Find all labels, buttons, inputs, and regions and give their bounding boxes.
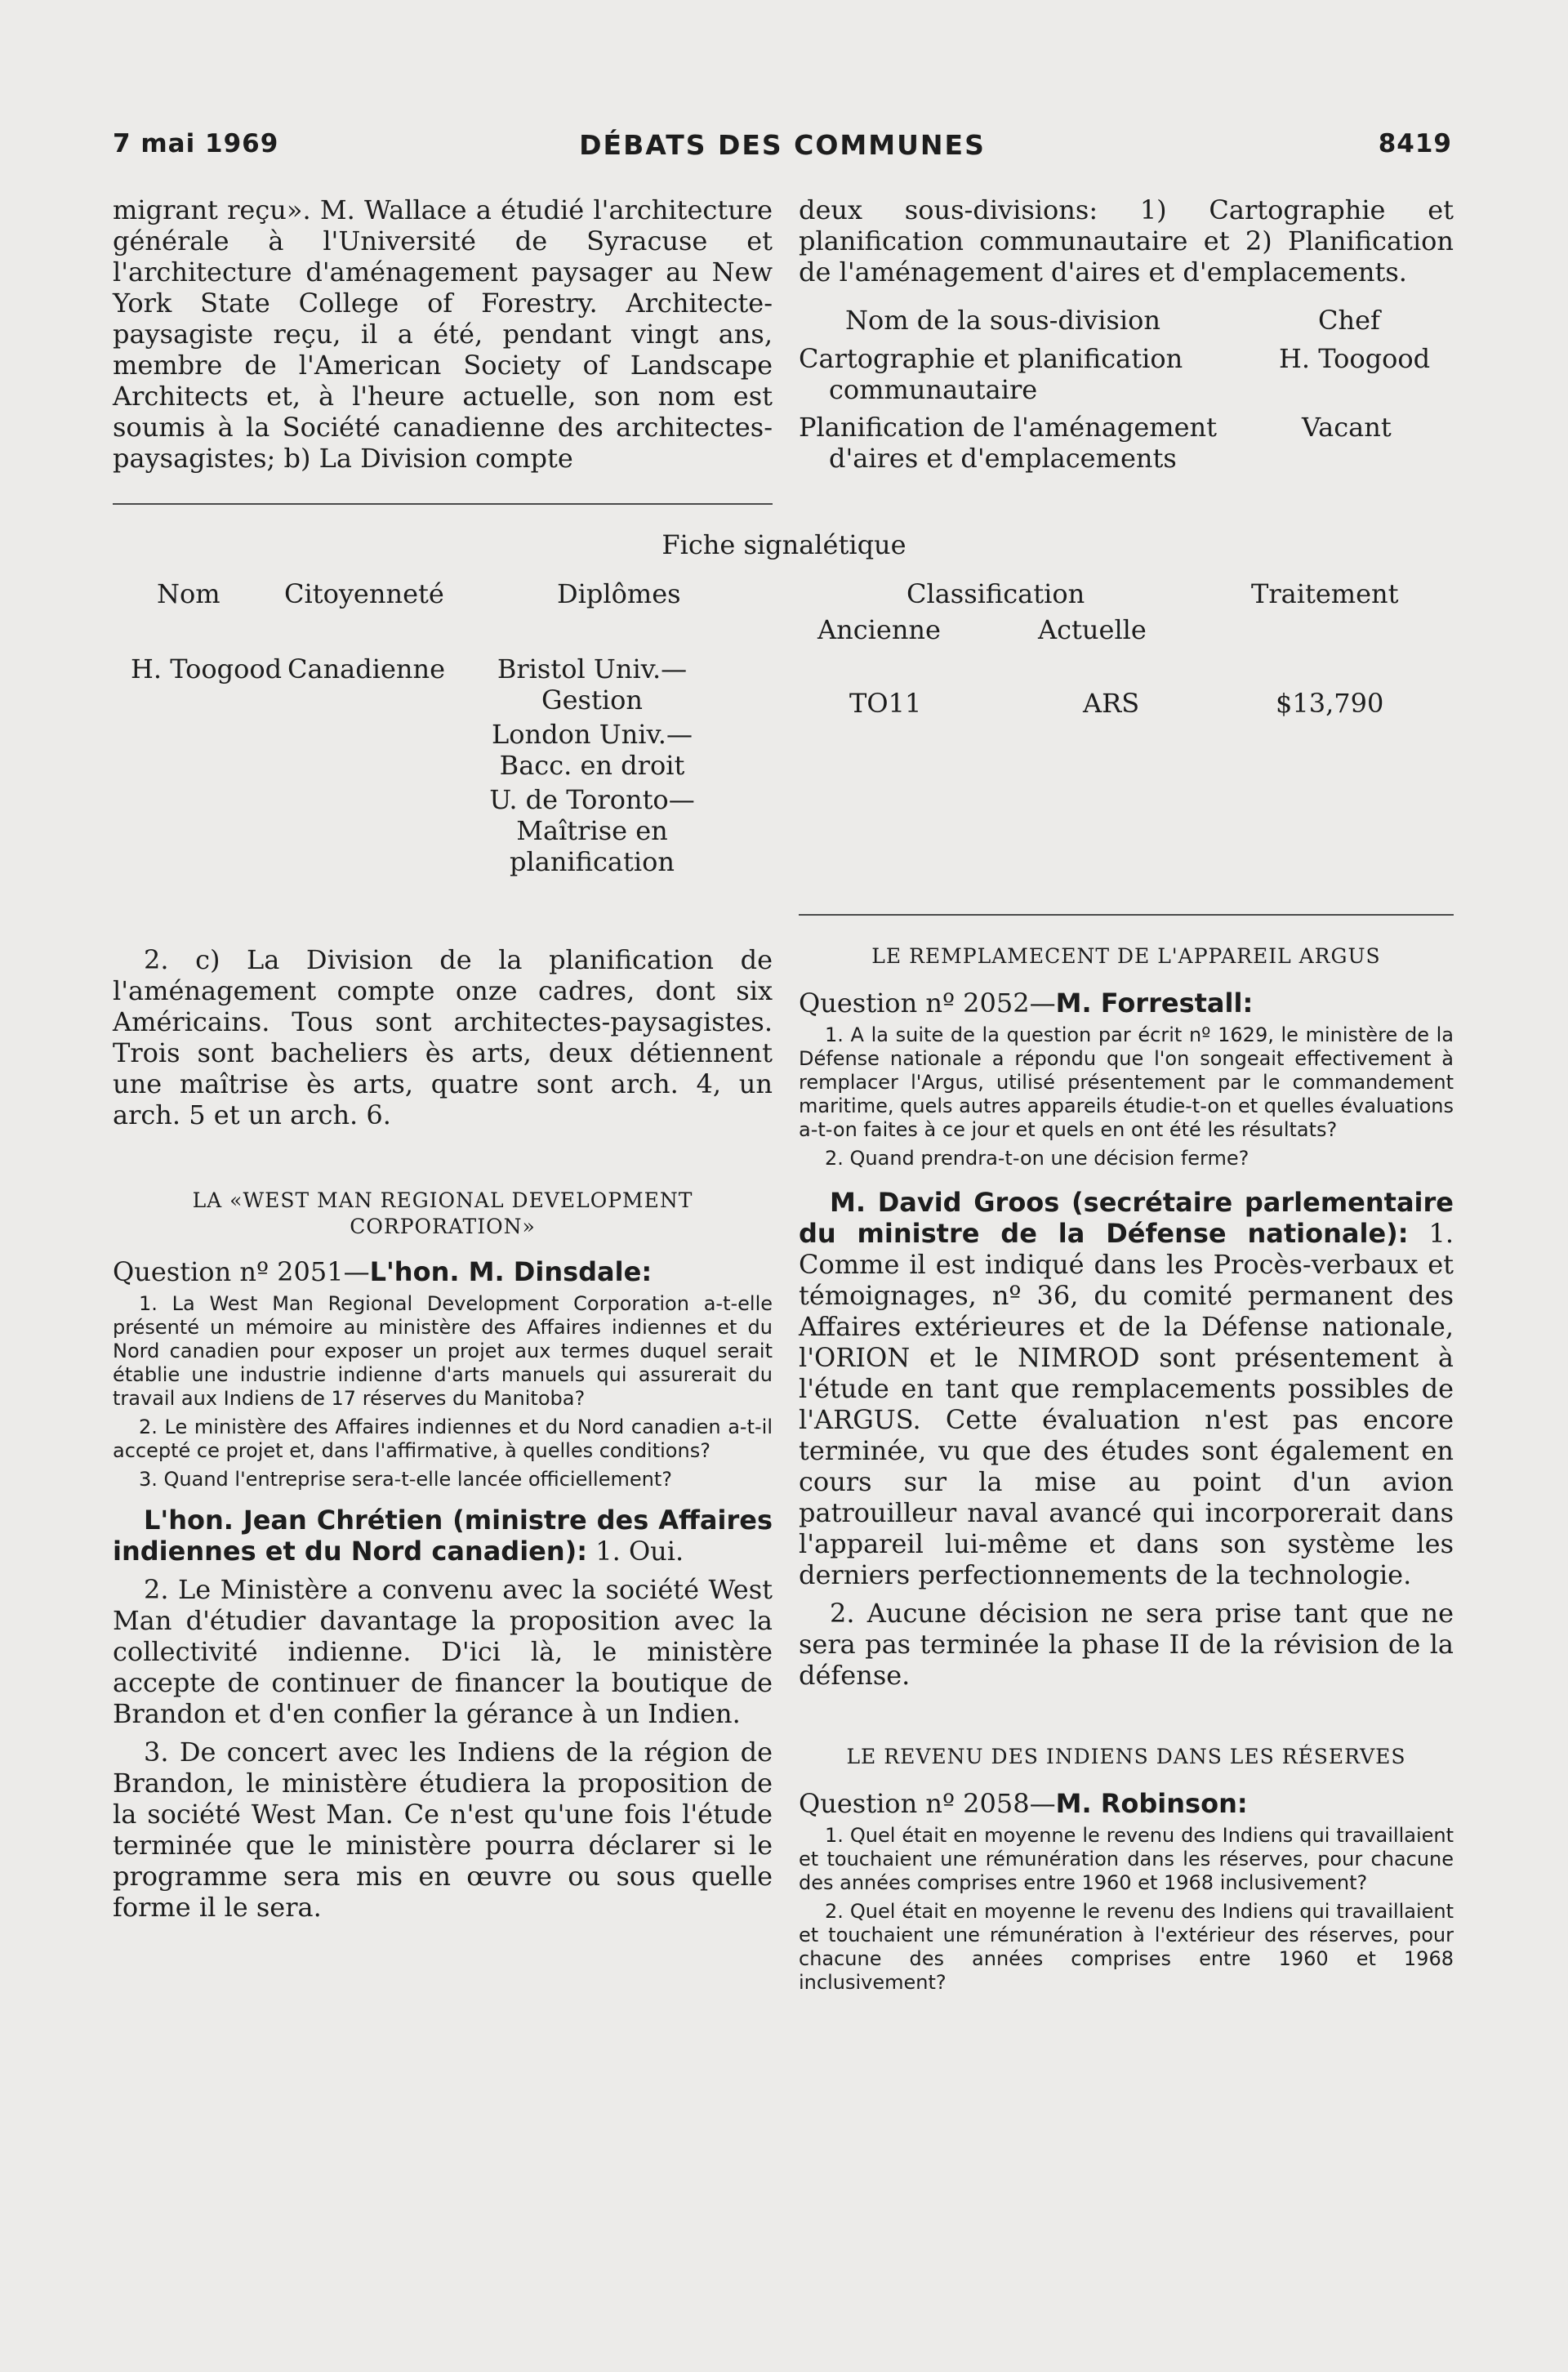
diploma-line: U. de Toronto— [489,784,695,815]
answer-text: 1. Oui. [595,1536,684,1567]
question-number: Question nº 2058— [799,1788,1056,1819]
page-date: 7 mai 1969 [113,129,279,158]
section-heading-revenu: LE REVENU DES INDIENS DANS LES RÉSERVES [846,1745,1406,1768]
answer-groos [799,1187,1454,1590]
fiche-header-diplomes: Diplômes [557,578,681,609]
question-2052 [799,988,1454,1019]
question-item: 2. Le ministère des Affaires indiennes et du Nord canadien a-t-il accepté ce projet et, dans l'affirmative, à quelles conditions? [113,1416,773,1462]
fiche-row-diplomes [474,653,710,877]
question-item: 2. Quel était en moyenne le revenu des Indiens qui travaillaient et touchaient une rémunération à l'extérieur des réserves, pour chacune des années comprises entre 1960 et 1968 inclusivement? [799,1900,1454,1994]
fiche-row-ancienne: TO11 [849,688,922,719]
subdivision-row-2-name-cont: d'aires et d'emplacements [829,443,1177,474]
paragraph-division-cadres: 2. c) La Division de la planification de l'aménagement compte onze cadres, dont six Américains. Tous sont architectes-paysagistes. Trois sont bacheliers ès arts, deux détiennent une maîtrise ès arts, quatre sont arch. 4, un arch. 5 et un arch. 6. [113,944,773,1130]
answer-paragraph: 3. De concert avec les Indiens de la région de Brandon, le ministère étudiera la proposition de la société West Man. Ce n'est qu'une fois l'étude terminée que le ministère pourra déclarer si le programme sera mis en œuvre ou sous quelle forme il le sera. [113,1737,773,1923]
fiche-header-ancienne: Ancienne [817,614,941,645]
fiche-header-actuelle: Actuelle [1038,614,1147,645]
column-rule-right [799,914,1454,916]
subdivision-header-name: Nom de la sous-division [845,305,1160,336]
section-heading-argus: LE REMPLAMECENT DE L'APPAREIL ARGUS [871,944,1381,968]
diploma-line: Bacc. en droit [499,750,685,781]
answer-text: 1. Comme il est indiqué dans les Procès-verbaux et témoignages, nº 36, du comité permanent des Affaires extérieures et de la Défense nationale, l'ORION et le NIMROD sont présentement à l'étude en tant que remplacements possibles de l'ARGUS. Cette évaluation n'est pas encore terminée, vu que des études sont également en cours sur la mise au point d'un avion patrouilleur naval avancé qui incorporerait dans l'appareil lui-même et dans son système les derniers perfectionnements de la technologie. [799,1218,1454,1590]
question-2051 [113,1256,773,1287]
subdivision-row-1-name: Cartographie et planification [799,343,1183,374]
subdivision-row-1-name-cont: communautaire [829,374,1038,405]
fiche-header-citoyennete: Citoyenneté [284,578,444,609]
question-item: 1. La West Man Regional Development Corporation a-t-elle présenté un mémoire au ministère des Affaires indiennes et du Nord canadien pour exposer un projet aux termes duquel serait établie une industrie indienne d'arts manuels qui assurerait du travail aux Indiens de 17 réserves du Manitoba? [113,1292,773,1410]
left-bottom-block [113,944,773,1930]
fiche-title: Fiche signalétique [662,529,906,560]
question-author: M. Forrestall: [1055,988,1254,1019]
answer-paragraph: 2. Aucune décision ne sera prise tant que ne sera pas terminée la phase II de la révision de la défense. [799,1598,1454,1691]
diploma-line: planification [510,846,675,877]
question-number: Question nº 2052— [799,988,1056,1019]
diploma-line: Gestion [541,684,643,716]
paragraph-subdivisions: deux sous-divisions: 1) Cartographie et planification communautaire et 2) Planification de l'aménagement d'aires et d'emplacements. [799,194,1454,288]
answer-paragraph: 2. Le Ministère a convenu avec la société West Man d'étudier davantage la proposition avec la collectivité indienne. D'ici là, le ministère accepte de continuer de financer la boutique de Brandon et d'en confier la gérance à un Indien. [113,1574,773,1729]
diploma-line: Maîtrise en [516,815,668,846]
right-top-block [799,194,1454,288]
question-author: L'hon. M. Dinsdale: [369,1256,653,1287]
paragraph-wallace: migrant reçu». M. Wallace a étudié l'architecture générale à l'Université de Syracuse et l'architecture d'aménagement paysager au New York State College of Forestry. Architecte-paysagiste reçu, il a été, pendant vingt ans, membre de l'American Society of Landscape Architects et, à l'heure actuelle, son nom est soumis à la Société canadienne des architectes-paysagistes; b) La Division compte [113,194,773,474]
question-2058 [799,1788,1454,1819]
section-heading-line: LA «WEST MAN REGIONAL DEVELOPMENT [192,1188,693,1212]
subdivision-row-2-name: Planification de l'aménagement [799,412,1218,443]
answer-speaker: M. David Groos (secrétaire parlementaire du ministre de la Défense nationale): [799,1187,1454,1249]
fiche-row-traitement: $13,790 [1276,688,1384,719]
section-heading-line: CORPORATION» [350,1215,536,1238]
subdivision-row-2-chief: Vacant [1302,412,1392,443]
diploma-line: London Univ.— [492,719,693,750]
fiche-header-classification: Classification [906,578,1085,609]
question-number: Question nº 2051— [113,1256,370,1287]
fiche-row-nom: H. Toogood [131,653,283,684]
running-head [113,129,1452,170]
question-item: 1. Quel était en moyenne le revenu des Indiens qui travaillaient et touchaient une rémunération dans les réserves, pour chacune des années comprises entre 1960 et 1968 inclusivement? [799,1824,1454,1894]
answer-speaker: L'hon. Jean Chrétien (ministre des Affaires indiennes et du Nord canadien): [113,1505,773,1567]
subdivision-row-1-chief: H. Toogood [1279,343,1431,374]
question-author: M. Robinson: [1055,1788,1248,1819]
answer-chretien [113,1505,773,1567]
right-bottom-block [799,943,1454,1995]
fiche-row-citoyennete: Canadienne [287,653,446,684]
diploma-line: Bristol Univ.— [497,653,688,684]
fiche-row-actuelle: ARS [1083,688,1140,719]
subdivision-header-chief: Chef [1318,305,1380,336]
fiche-header-nom: Nom [157,578,220,609]
question-item: 3. Quand l'entreprise sera-t-elle lancée officiellement? [139,1468,672,1491]
page-number: 8419 [1378,129,1452,158]
publication-title: DÉBATS DES COMMUNES [579,129,986,161]
fiche-header-traitement: Traitement [1251,578,1399,609]
section-heading-west-man [113,1188,773,1240]
column-rule-left [113,503,773,505]
left-top-block [113,194,773,474]
question-item: 2. Quand prendra-t-on une décision ferme? [825,1147,1250,1170]
question-item: 1. A la suite de la question par écrit nº 1629, le ministère de la Défense nationale a répondu que l'on songeait effectivement à remplacer l'Argus, utilisé présentement par le commandement maritime, quels autres appareils étudie-t-on et quelles évaluations a-t-on faites à ce jour et quels en ont été les résultats? [799,1023,1454,1141]
